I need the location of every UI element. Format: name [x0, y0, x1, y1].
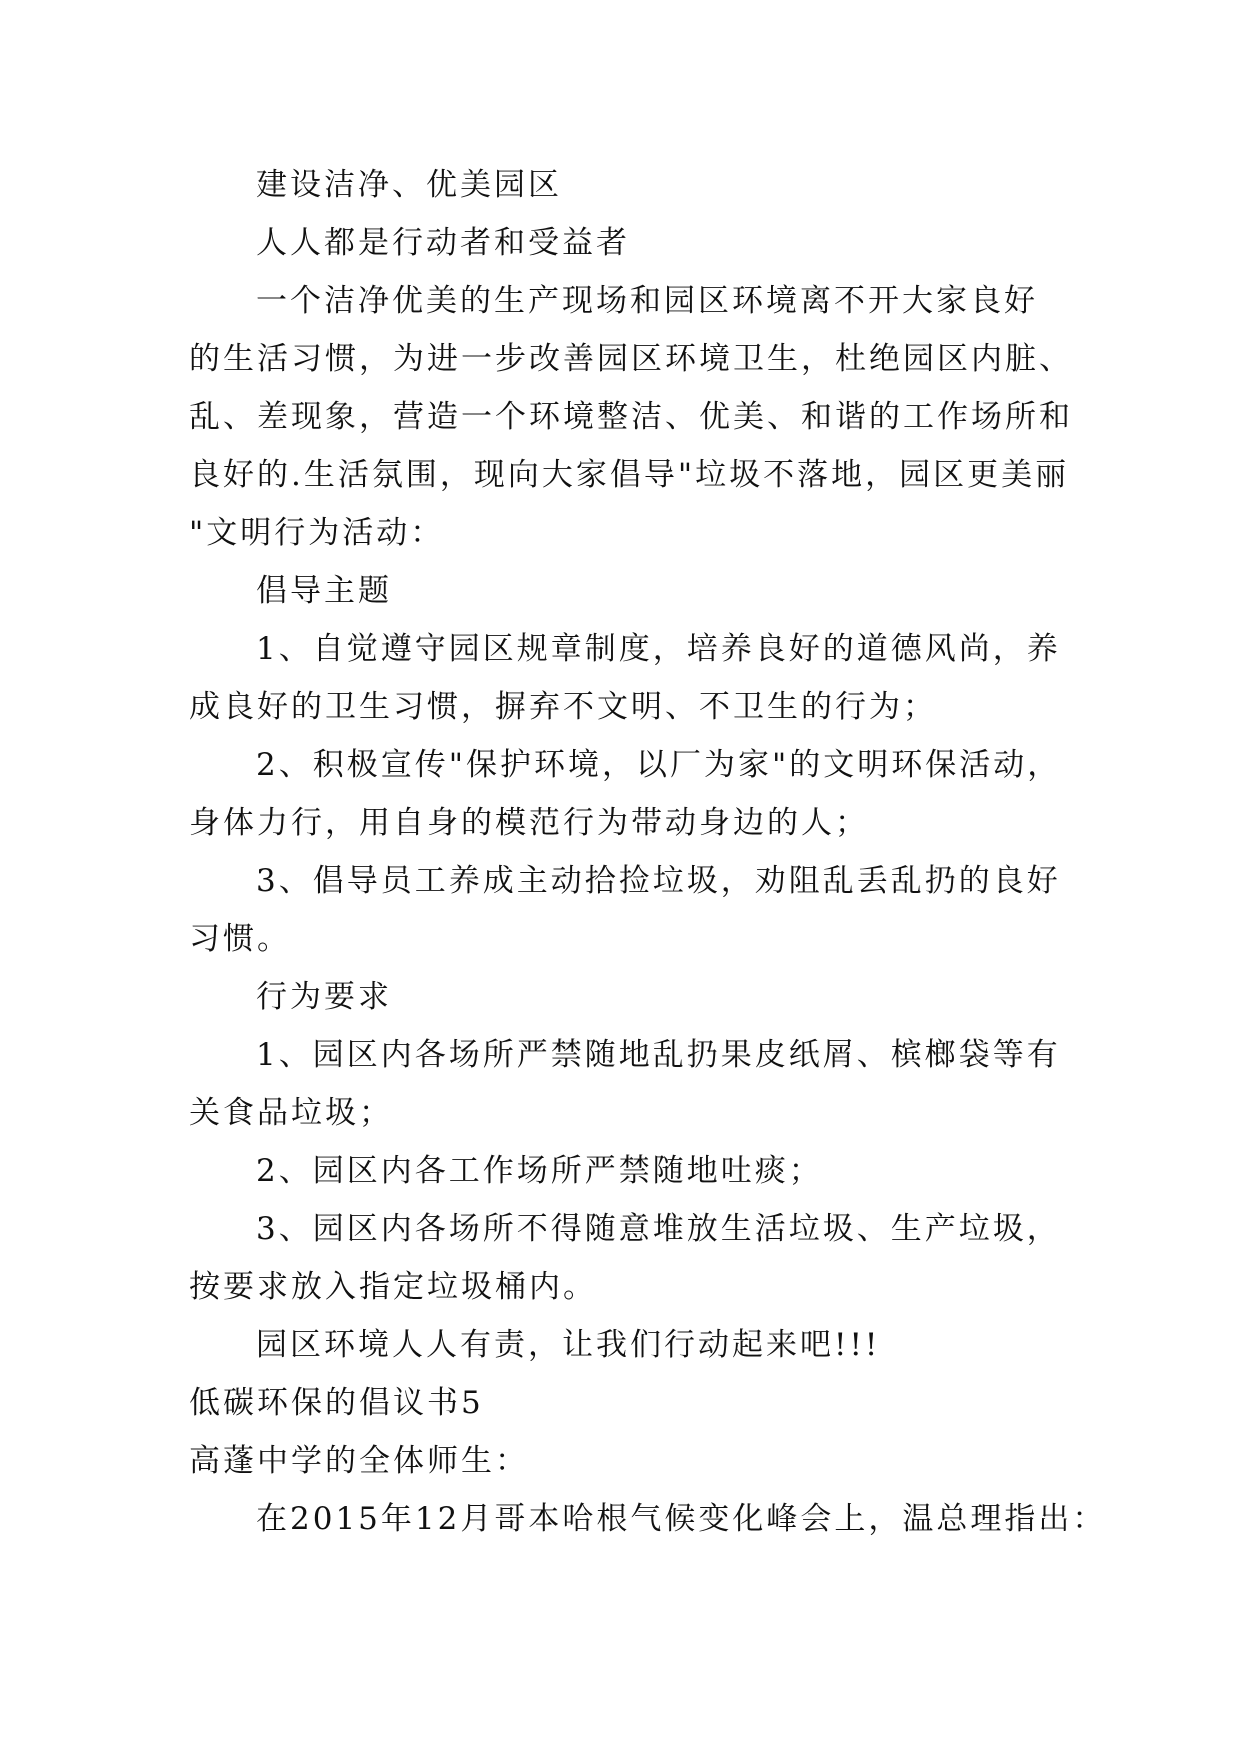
- list-item-line: 关食品垃圾；: [189, 1095, 393, 1131]
- paragraph-line: 的生活习惯，为进一步改善园区环境卫生，杜绝园区内脏、: [189, 341, 1073, 377]
- heading-line: 行为要求: [256, 979, 392, 1015]
- paragraph-line: "文明行为活动：: [189, 515, 445, 551]
- list-item-line: 成良好的卫生习惯，摒弃不文明、不卫生的行为；: [189, 689, 937, 725]
- paragraph-line: 乱、差现象，营造一个环境整洁、优美、和谐的工作场所和: [189, 399, 1073, 435]
- document-title: 低碳环保的倡议书5: [189, 1385, 484, 1421]
- list-item-line: 身体力行，用自身的模范行为带动身边的人；: [189, 805, 869, 841]
- list-item-line: 3、倡导员工养成主动拾捡垃圾，劝阻乱丢乱扔的良好: [256, 863, 1061, 899]
- list-item-line: 习惯。: [189, 921, 291, 957]
- list-item-line: 2、积极宣传"保护环境，以厂为家"的文明环保活动，: [256, 747, 1062, 783]
- salutation-line: 高蓬中学的全体师生：: [189, 1443, 529, 1479]
- paragraph-line: 一个洁净优美的生产现场和园区环境离不开大家良好: [256, 283, 1038, 319]
- section-subtitle: 人人都是行动者和受益者: [256, 225, 630, 261]
- list-item-line: 1、自觉遵守园区规章制度，培养良好的道德风尚，养: [256, 631, 1061, 667]
- list-item-line: 3、园区内各场所不得随意堆放生活垃圾、生产垃圾，: [256, 1211, 1061, 1247]
- section-title: 建设洁净、优美园区: [256, 167, 562, 203]
- paragraph-line: 在2015年12月哥本哈根气候变化峰会上，温总理指出：: [256, 1501, 1107, 1537]
- list-item-line: 1、园区内各场所严禁随地乱扔果皮纸屑、槟榔袋等有: [256, 1037, 1061, 1073]
- list-item-line: 按要求放入指定垃圾桶内。: [189, 1269, 597, 1305]
- list-item-line: 2、园区内各工作场所严禁随地吐痰；: [256, 1153, 823, 1189]
- closing-line: 园区环境人人有责，让我们行动起来吧!!!: [256, 1327, 881, 1363]
- heading-line: 倡导主题: [256, 573, 392, 609]
- paragraph-line: 良好的.生活氛围，现向大家倡导"垃圾不落地，园区更美丽: [189, 457, 1070, 493]
